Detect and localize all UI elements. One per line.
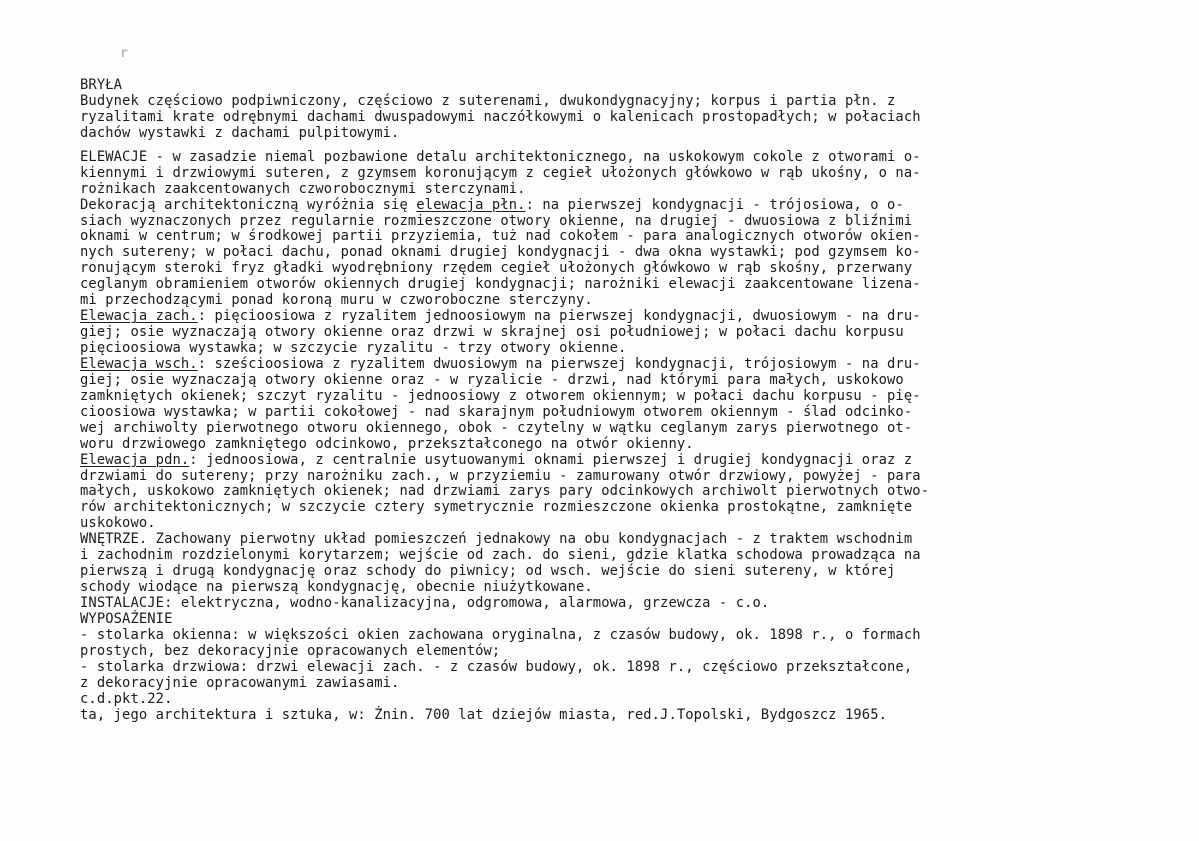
text-line: ta, jego architektura i sztuka, w: Żnin. 700 lat dziejów miasta, red.J.Topolski, Bydgoszcz 1965. [80, 706, 888, 723]
text-line [80, 453, 1180, 469]
text-line: z dekoracyjnie opracowanymi zawiasami. [80, 674, 400, 691]
text-line: giej; osie wyznaczają otwory okienne oraz - w ryzalicie - drzwi, nad którymi para małych, uskokowo [80, 371, 904, 388]
text-line: uskokowo. [80, 515, 156, 532]
text-segment: : jednoosiowa, z centralnie usytuowanymi oknami pierwszej i drugiej kondygnacji oraz z [189, 451, 913, 468]
text-line: - stolarka okienna: w większości okien zachowana oryginalna, z czasów budowy, ok. 1898 r., o formach [80, 626, 921, 643]
text-segment: : sześcioosiowa z ryzalitem dwuosiowym na pierwszej kondygnacji, trójosiowym - na dru- [197, 355, 921, 372]
text-line: ryzalitami krate odrębnymi dachami dwuspadowymi naczółkowymi o kalenicach prostopadłych; w połaciach [80, 108, 921, 125]
text-line: prostych, bez dekoracyjnie opracowanych elementów; [80, 642, 501, 659]
text-line: ceglanym obramieniem otworów okiennych drugiej kondygnacji; narożniki elewacji zaakcentowane lizena- [80, 276, 921, 293]
underlined-heading: Elewacja zach. [80, 308, 198, 325]
text-line: ronującym steroki fryz gładki wyodrębniony rzędem cegieł ułożonych główkowo w rąb skośny, przerwany [80, 260, 913, 277]
text-line: - stolarka drzwiowa: drzwi elewacji zach. - z czasów budowy, ok. 1898 r., częściowo przekształcone, [80, 658, 913, 675]
underlined-heading: Elewacja wsch. [80, 355, 198, 372]
text-line: mi przechodzącymi ponad koroną muru w czworoboczne sterczyny. [80, 292, 593, 309]
text-line: rożnikach zaakcentowanych czworobocznymi sterczynami. [80, 180, 526, 197]
text-line: i zachodnim rozdzielonymi korytarzem; wejście od zach. do sieni, gdzie klatka schodowa prowadząca na [80, 547, 921, 564]
text-line: wej archiwolty pierwotnego otworu okiennego, obok - czytelny w wątku ceglanym zarys pierwotnego ot- [80, 419, 913, 436]
text-segment: : na pierwszej kondygnacji - trójosiowa, o o- [525, 196, 904, 213]
text-line: nych sutereny; w połaci dachu, ponad oknami drugiej kondygnacji - dwa okna wystawki; pod gzymsem ko- [80, 244, 921, 261]
text-line: Budynek częściowo podpiwniczony, częściowo z suterenami, dwukondygnacyjny; korpus i partia płn. z [80, 92, 896, 109]
text-segment: Dekoracją architektoniczną wyróżnia się [80, 196, 417, 213]
text-line: BRYŁA [80, 77, 123, 93]
text-line: WYPOSAŻENIE [80, 610, 173, 627]
text-line: rów architektonicznych; w szczycie cztery symetrycznie rozmieszczone okienka prostokątne, zamknięte [80, 499, 913, 516]
text-line: kiennymi i drzwiowymi suteren, z gzymsem koronującym z cegieł ułożonych główkowo w rąb ukośny, o na- [80, 164, 921, 181]
text-line: cioosiowa wystawka; w partii cokołowej - nad skarajnym południowym otworem okiennym - ślad odcinko- [80, 403, 913, 420]
underlined-heading: Elewacja pdn. [80, 451, 190, 468]
document-text [80, 78, 1180, 724]
text-line: c.d.pkt.22. [80, 690, 173, 707]
text-line: ELEWACJE - w zasadzie niemal pozbawione detalu architektonicznego, na uskokowym cokole z otworami o- [80, 148, 921, 165]
text-line [80, 357, 1180, 373]
underlined-heading: elewacja płn. [416, 196, 526, 213]
text-line: woru drzwiowego zamkniętego odcinkowo, przekształconego na otwór okienny. [80, 435, 694, 452]
text-line: schody wiodące na pierwszą kondygnację, obecnie niużytkowane. [80, 579, 593, 596]
corner-mark: r [120, 46, 128, 61]
text-line: WNĘTRZE. Zachowany pierwotny układ pomieszczeń jednakowy na obu kondygnacjach - z traktem wschodnim [80, 531, 913, 548]
text-line: małych, uskokowo zamkniętych okienek; nad drzwiami zarys pary odcinkowych archiwolt pierwotnych otwo- [80, 483, 930, 500]
text-line: pięcioosiowa wystawka; w szczycie ryzalitu - trzy otwory okienne. [80, 340, 627, 356]
text-line: INSTALACJE: elektryczna, wodno-kanalizacyjna, odgromowa, alarmowa, grzewcza - c.o. [80, 595, 770, 611]
text-line: zamkniętych okienek; szczyt ryzalitu - jednoosiowy z otworem okiennym; w połaci dachu korpusu - pię- [80, 387, 921, 404]
text-line: drzwiami do sutereny; przy narożniku zach., w przyziemiu - zamurowany otwór drzwiowy, powyżej - para [80, 467, 921, 484]
text-segment: : pięcioosiowa z ryzalitem jednoosiowym na pierwszej kondygnacji, dwuosiowym - na dru- [197, 308, 921, 325]
text-line: giej; osie wyznaczają otwory okienne oraz drzwi w skrajnej osi południowej; w połaci dachu korpusu [80, 324, 904, 341]
text-line [80, 198, 1180, 214]
text-line: pierwszą i drugą kondygnację oraz schody do piwnicy; od wsch. wejście do sieni sutereny, w której [80, 563, 896, 580]
text-line: oknami w centrum; w środkowej partii przyziemia, tuż nad cokołem - para analogicznych otworów okien- [80, 228, 921, 245]
text-line: dachów wystawki z dachami pulpitowymi. [80, 124, 400, 141]
text-line: siach wyznaczonych przez regularnie rozmieszczone otwory okienne, na drugiej - dwuosiowa z bliźnimi [80, 212, 913, 229]
text-line [80, 309, 1180, 325]
